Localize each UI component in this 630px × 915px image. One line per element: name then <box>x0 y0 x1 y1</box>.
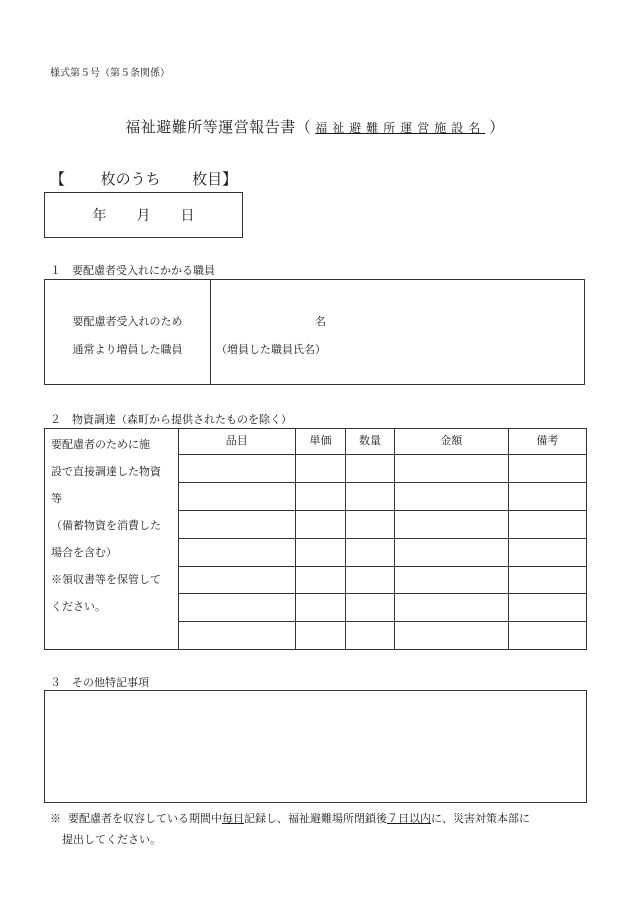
supplies-description-line: （備蓄物資を消費した <box>51 519 161 532</box>
staff-count-unit: 名 <box>315 315 326 328</box>
date-year: 年 <box>92 208 107 224</box>
supplies-column-header: 品目 <box>178 429 295 455</box>
supplies-cell[interactable] <box>346 566 395 594</box>
page-counter-total-label: 枚のうち <box>100 170 161 188</box>
supplies-cell[interactable] <box>295 566 346 594</box>
section2-heading: ２ 物資調達（森町から提供されたものを除く） <box>50 413 292 426</box>
supplies-cell[interactable] <box>178 510 295 538</box>
supplies-cell[interactable] <box>178 455 295 483</box>
supplies-cell[interactable] <box>178 538 295 566</box>
other-notes-box[interactable] <box>44 690 587 803</box>
supplies-cell[interactable] <box>346 538 395 566</box>
supplies-cell[interactable] <box>394 538 508 566</box>
section3-heading: ３ その他特記事項 <box>50 676 149 689</box>
supplies-cell[interactable] <box>346 455 395 483</box>
staff-section-box <box>44 279 585 385</box>
supplies-cell[interactable] <box>295 622 346 650</box>
supplies-cell[interactable] <box>346 622 395 650</box>
supplies-header-row <box>45 429 587 455</box>
supplies-column-header: 単価 <box>295 429 346 455</box>
note-text-2: 記録し、福祉避難場所閉鎖後 <box>244 812 387 825</box>
staff-entry-cell[interactable] <box>211 280 584 384</box>
note-emphasis-deadline: ７日以内 <box>387 812 431 825</box>
supplies-cell[interactable] <box>508 538 586 566</box>
supplies-cell[interactable] <box>295 538 346 566</box>
staff-label-cell <box>45 280 211 384</box>
supplies-description-line: 場合を含む） <box>51 546 117 559</box>
supplies-cell[interactable] <box>178 483 295 511</box>
supplies-cell[interactable] <box>394 483 508 511</box>
supplies-cell[interactable] <box>178 594 295 622</box>
supplies-description-line: 要配慮者のために施 <box>51 438 150 451</box>
supplies-description-line: 設で直接調達した物資 <box>51 465 161 478</box>
supplies-description-line: ※領収書等を保管して <box>51 573 161 586</box>
staff-label-line2: 通常より増員した職員 <box>72 343 183 356</box>
supplies-description-line: ください。 <box>51 600 106 613</box>
facility-name: 福祉避難所運営施設名 <box>315 121 486 135</box>
title-close: ） <box>489 118 505 136</box>
supplies-cell[interactable] <box>508 510 586 538</box>
supplies-cell[interactable] <box>295 455 346 483</box>
supplies-cell[interactable] <box>394 566 508 594</box>
supplies-cell[interactable] <box>394 622 508 650</box>
supplies-cell[interactable] <box>394 510 508 538</box>
supplies-column-header: 金額 <box>394 429 508 455</box>
date-month: 月 <box>136 208 151 224</box>
page-counter-open: 【 <box>50 170 66 188</box>
supplies-cell[interactable] <box>295 510 346 538</box>
supplies-cell[interactable] <box>508 622 586 650</box>
supplies-description-cell <box>45 429 179 650</box>
document-title <box>0 116 630 137</box>
supplies-cell[interactable] <box>295 483 346 511</box>
section1-heading: １ 要配慮者受入れにかかる職員 <box>50 264 215 277</box>
supplies-cell[interactable] <box>508 455 586 483</box>
supplies-cell[interactable] <box>394 594 508 622</box>
page-counter <box>50 168 237 189</box>
staff-label-line1: 要配慮者受入れのため <box>72 315 183 328</box>
note-line2: 提出してください。 <box>62 833 161 846</box>
supplies-cell[interactable] <box>508 594 586 622</box>
submission-note <box>50 808 590 850</box>
date-box[interactable] <box>44 192 243 238</box>
date-day: 日 <box>180 208 195 224</box>
title-main: 福祉避難所等運営報告書（ <box>125 118 312 136</box>
supplies-cell[interactable] <box>346 594 395 622</box>
note-text-1: 要配慮者を収容している期間中 <box>68 812 222 825</box>
supplies-description-line: 等 <box>51 492 62 505</box>
staff-names-label: （増員した職員氏名） <box>216 343 326 356</box>
supplies-column-header: 数量 <box>346 429 395 455</box>
supplies-cell[interactable] <box>394 455 508 483</box>
note-mark: ※ <box>50 812 61 825</box>
supplies-column-header: 備考 <box>508 429 586 455</box>
supplies-cell[interactable] <box>346 483 395 511</box>
supplies-cell[interactable] <box>178 622 295 650</box>
note-text-3: に、災害対策本部に <box>431 812 530 825</box>
page-counter-page-label: 枚目】 <box>192 170 238 188</box>
form-number: 様式第５号（第５条関係） <box>50 68 170 79</box>
supplies-cell[interactable] <box>178 566 295 594</box>
supplies-cell[interactable] <box>508 566 586 594</box>
supplies-cell[interactable] <box>295 594 346 622</box>
supplies-cell[interactable] <box>346 510 395 538</box>
supplies-cell[interactable] <box>508 483 586 511</box>
supplies-table <box>44 428 587 650</box>
note-emphasis-daily: 毎日 <box>222 812 244 825</box>
